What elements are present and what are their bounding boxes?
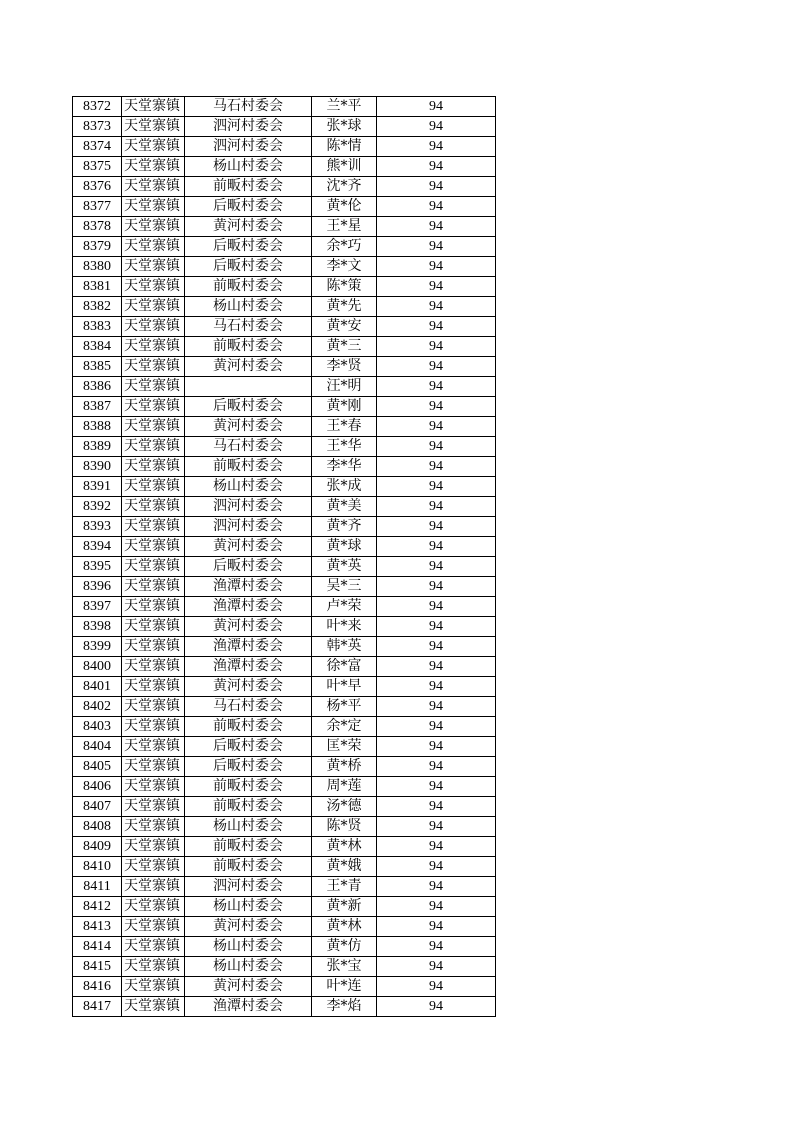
cell-village: 黄河村委会: [185, 537, 312, 557]
cell-town: 天堂寨镇: [122, 777, 185, 797]
cell-score: 94: [377, 157, 496, 177]
cell-village: 杨山村委会: [185, 297, 312, 317]
cell-name: 匡*荣: [312, 737, 377, 757]
table-row: [73, 237, 496, 257]
cell-name: 汤*德: [312, 797, 377, 817]
cell-town: 天堂寨镇: [122, 257, 185, 277]
cell-name: 王*春: [312, 417, 377, 437]
cell-number: 8411: [73, 877, 122, 897]
table-row: [73, 217, 496, 237]
cell-number: 8408: [73, 817, 122, 837]
table-row: [73, 897, 496, 917]
cell-town: 天堂寨镇: [122, 97, 185, 117]
cell-name: 熊*训: [312, 157, 377, 177]
cell-number: 8372: [73, 97, 122, 117]
cell-score: 94: [377, 597, 496, 617]
cell-number: 8416: [73, 977, 122, 997]
cell-number: 8412: [73, 897, 122, 917]
table-row: [73, 757, 496, 777]
cell-village: 后畈村委会: [185, 757, 312, 777]
cell-number: 8373: [73, 117, 122, 137]
cell-town: 天堂寨镇: [122, 757, 185, 777]
cell-name: 余*定: [312, 717, 377, 737]
cell-name: 徐*富: [312, 657, 377, 677]
table-row: [73, 677, 496, 697]
cell-village: 黄河村委会: [185, 417, 312, 437]
cell-score: 94: [377, 277, 496, 297]
cell-number: 8386: [73, 377, 122, 397]
cell-town: 天堂寨镇: [122, 997, 185, 1017]
cell-name: 叶*来: [312, 617, 377, 637]
cell-number: 8391: [73, 477, 122, 497]
table-row: [73, 697, 496, 717]
cell-village: 前畈村委会: [185, 337, 312, 357]
cell-name: 黄*娥: [312, 857, 377, 877]
cell-score: 94: [377, 697, 496, 717]
cell-score: 94: [377, 97, 496, 117]
cell-village: 杨山村委会: [185, 157, 312, 177]
cell-score: 94: [377, 517, 496, 537]
cell-village: 泗河村委会: [185, 517, 312, 537]
cell-town: 天堂寨镇: [122, 697, 185, 717]
cell-number: 8405: [73, 757, 122, 777]
cell-village: 黄河村委会: [185, 357, 312, 377]
cell-town: 天堂寨镇: [122, 217, 185, 237]
cell-score: 94: [377, 137, 496, 157]
cell-name: 黄*林: [312, 837, 377, 857]
cell-town: 天堂寨镇: [122, 237, 185, 257]
cell-score: 94: [377, 257, 496, 277]
cell-number: 8382: [73, 297, 122, 317]
cell-town: 天堂寨镇: [122, 897, 185, 917]
cell-town: 天堂寨镇: [122, 277, 185, 297]
cell-score: 94: [377, 337, 496, 357]
cell-name: 卢*荣: [312, 597, 377, 617]
cell-town: 天堂寨镇: [122, 977, 185, 997]
table-row: [73, 777, 496, 797]
cell-town: 天堂寨镇: [122, 957, 185, 977]
cell-village: 杨山村委会: [185, 957, 312, 977]
table-row: [73, 917, 496, 937]
cell-score: 94: [377, 457, 496, 477]
cell-name: 周*莲: [312, 777, 377, 797]
cell-name: 李*文: [312, 257, 377, 277]
cell-village: 后畈村委会: [185, 197, 312, 217]
cell-name: 黄*新: [312, 897, 377, 917]
table-body: [73, 97, 496, 1017]
table-row: [73, 357, 496, 377]
cell-name: 叶*早: [312, 677, 377, 697]
cell-village: 杨山村委会: [185, 897, 312, 917]
cell-score: 94: [377, 877, 496, 897]
cell-name: 兰*平: [312, 97, 377, 117]
cell-name: 陈*策: [312, 277, 377, 297]
cell-score: 94: [377, 217, 496, 237]
cell-number: 8376: [73, 177, 122, 197]
cell-village: 马石村委会: [185, 697, 312, 717]
table-row: [73, 937, 496, 957]
cell-town: 天堂寨镇: [122, 197, 185, 217]
cell-number: 8413: [73, 917, 122, 937]
cell-name: 杨*平: [312, 697, 377, 717]
cell-number: 8409: [73, 837, 122, 857]
cell-name: 黄*先: [312, 297, 377, 317]
cell-town: 天堂寨镇: [122, 917, 185, 937]
table-row: [73, 597, 496, 617]
table-row: [73, 117, 496, 137]
cell-number: 8380: [73, 257, 122, 277]
cell-score: 94: [377, 177, 496, 197]
cell-name: 黄*球: [312, 537, 377, 557]
table-row: [73, 737, 496, 757]
cell-number: 8381: [73, 277, 122, 297]
cell-number: 8384: [73, 337, 122, 357]
cell-town: 天堂寨镇: [122, 597, 185, 617]
data-table: [72, 96, 496, 1017]
cell-village: 杨山村委会: [185, 817, 312, 837]
table-row: [73, 577, 496, 597]
cell-number: 8402: [73, 697, 122, 717]
cell-number: 8415: [73, 957, 122, 977]
table-row: [73, 657, 496, 677]
table-row: [73, 497, 496, 517]
table-row: [73, 717, 496, 737]
cell-score: 94: [377, 997, 496, 1017]
cell-name: 汪*明: [312, 377, 377, 397]
cell-score: 94: [377, 917, 496, 937]
cell-number: 8399: [73, 637, 122, 657]
cell-village: 黄河村委会: [185, 977, 312, 997]
table-row: [73, 177, 496, 197]
cell-number: 8378: [73, 217, 122, 237]
cell-number: 8395: [73, 557, 122, 577]
cell-name: 王*华: [312, 437, 377, 457]
cell-score: 94: [377, 557, 496, 577]
cell-village: 前畈村委会: [185, 837, 312, 857]
table-row: [73, 477, 496, 497]
cell-village: 渔潭村委会: [185, 997, 312, 1017]
cell-score: 94: [377, 357, 496, 377]
cell-name: 张*球: [312, 117, 377, 137]
table-row: [73, 97, 496, 117]
cell-number: 8389: [73, 437, 122, 457]
cell-number: 8410: [73, 857, 122, 877]
cell-name: 黄*伦: [312, 197, 377, 217]
cell-town: 天堂寨镇: [122, 397, 185, 417]
cell-town: 天堂寨镇: [122, 357, 185, 377]
cell-name: 黄*美: [312, 497, 377, 517]
cell-village: 马石村委会: [185, 97, 312, 117]
cell-name: 叶*连: [312, 977, 377, 997]
cell-village: 后畈村委会: [185, 557, 312, 577]
cell-town: 天堂寨镇: [122, 497, 185, 517]
cell-number: 8379: [73, 237, 122, 257]
table-row: [73, 637, 496, 657]
cell-number: 8404: [73, 737, 122, 757]
cell-village: 渔潭村委会: [185, 637, 312, 657]
cell-number: 8388: [73, 417, 122, 437]
table-row: [73, 337, 496, 357]
cell-score: 94: [377, 197, 496, 217]
cell-number: 8394: [73, 537, 122, 557]
table-row: [73, 837, 496, 857]
cell-town: 天堂寨镇: [122, 617, 185, 637]
cell-name: 王*青: [312, 877, 377, 897]
table-row: [73, 317, 496, 337]
cell-town: 天堂寨镇: [122, 877, 185, 897]
cell-town: 天堂寨镇: [122, 577, 185, 597]
cell-name: 吴*三: [312, 577, 377, 597]
cell-town: 天堂寨镇: [122, 177, 185, 197]
cell-score: 94: [377, 677, 496, 697]
cell-score: 94: [377, 497, 496, 517]
cell-score: 94: [377, 237, 496, 257]
cell-town: 天堂寨镇: [122, 817, 185, 837]
cell-village: 黄河村委会: [185, 617, 312, 637]
cell-score: 94: [377, 757, 496, 777]
cell-score: 94: [377, 717, 496, 737]
cell-town: 天堂寨镇: [122, 937, 185, 957]
cell-score: 94: [377, 437, 496, 457]
table-row: [73, 997, 496, 1017]
cell-name: 沈*齐: [312, 177, 377, 197]
cell-number: 8398: [73, 617, 122, 637]
cell-score: 94: [377, 957, 496, 977]
table-row: [73, 957, 496, 977]
cell-name: 黄*刚: [312, 397, 377, 417]
cell-name: 余*巧: [312, 237, 377, 257]
table-row: [73, 417, 496, 437]
cell-town: 天堂寨镇: [122, 137, 185, 157]
cell-name: 李*贤: [312, 357, 377, 377]
table-row: [73, 797, 496, 817]
cell-village: 后畈村委会: [185, 257, 312, 277]
table-row: [73, 397, 496, 417]
cell-number: 8377: [73, 197, 122, 217]
table-row: [73, 277, 496, 297]
cell-number: 8383: [73, 317, 122, 337]
cell-score: 94: [377, 657, 496, 677]
table-row: [73, 817, 496, 837]
cell-town: 天堂寨镇: [122, 657, 185, 677]
cell-score: 94: [377, 737, 496, 757]
cell-number: 8407: [73, 797, 122, 817]
cell-score: 94: [377, 857, 496, 877]
cell-score: 94: [377, 777, 496, 797]
cell-number: 8414: [73, 937, 122, 957]
cell-town: 天堂寨镇: [122, 297, 185, 317]
cell-town: 天堂寨镇: [122, 477, 185, 497]
cell-name: 韩*英: [312, 637, 377, 657]
cell-number: 8374: [73, 137, 122, 157]
cell-village: 前畈村委会: [185, 277, 312, 297]
cell-town: 天堂寨镇: [122, 317, 185, 337]
table-row: [73, 197, 496, 217]
table-row: [73, 137, 496, 157]
cell-town: 天堂寨镇: [122, 157, 185, 177]
cell-score: 94: [377, 837, 496, 857]
cell-village: 杨山村委会: [185, 477, 312, 497]
cell-village: 马石村委会: [185, 437, 312, 457]
cell-number: 8400: [73, 657, 122, 677]
cell-village: 前畈村委会: [185, 717, 312, 737]
cell-village: 渔潭村委会: [185, 577, 312, 597]
cell-score: 94: [377, 117, 496, 137]
cell-town: 天堂寨镇: [122, 677, 185, 697]
cell-number: 8375: [73, 157, 122, 177]
cell-town: 天堂寨镇: [122, 797, 185, 817]
cell-name: 黄*齐: [312, 517, 377, 537]
cell-village: 前畈村委会: [185, 857, 312, 877]
cell-name: 黄*林: [312, 917, 377, 937]
cell-name: 黄*英: [312, 557, 377, 577]
cell-name: 张*成: [312, 477, 377, 497]
cell-score: 94: [377, 377, 496, 397]
cell-town: 天堂寨镇: [122, 517, 185, 537]
cell-score: 94: [377, 797, 496, 817]
cell-village: 马石村委会: [185, 317, 312, 337]
table-row: [73, 297, 496, 317]
cell-town: 天堂寨镇: [122, 537, 185, 557]
cell-name: 陈*情: [312, 137, 377, 157]
cell-number: 8390: [73, 457, 122, 477]
table-row: [73, 877, 496, 897]
table-row: [73, 157, 496, 177]
cell-village: 前畈村委会: [185, 177, 312, 197]
cell-town: 天堂寨镇: [122, 377, 185, 397]
cell-village: 黄河村委会: [185, 677, 312, 697]
table-row: [73, 977, 496, 997]
cell-number: 8401: [73, 677, 122, 697]
cell-village: 渔潭村委会: [185, 597, 312, 617]
cell-town: 天堂寨镇: [122, 637, 185, 657]
cell-name: 黄*三: [312, 337, 377, 357]
cell-village: 泗河村委会: [185, 497, 312, 517]
cell-village: 后畈村委会: [185, 397, 312, 417]
table-row: [73, 377, 496, 397]
cell-town: 天堂寨镇: [122, 557, 185, 577]
cell-village: 泗河村委会: [185, 137, 312, 157]
cell-name: 王*星: [312, 217, 377, 237]
cell-village: 后畈村委会: [185, 237, 312, 257]
cell-town: 天堂寨镇: [122, 337, 185, 357]
table-row: [73, 517, 496, 537]
cell-village: 前畈村委会: [185, 457, 312, 477]
cell-score: 94: [377, 297, 496, 317]
cell-village: 黄河村委会: [185, 217, 312, 237]
cell-village: 后畈村委会: [185, 737, 312, 757]
cell-name: 黄*安: [312, 317, 377, 337]
cell-number: 8392: [73, 497, 122, 517]
cell-score: 94: [377, 417, 496, 437]
cell-name: 张*宝: [312, 957, 377, 977]
cell-village: 渔潭村委会: [185, 657, 312, 677]
cell-name: 陈*贤: [312, 817, 377, 837]
cell-village: 泗河村委会: [185, 117, 312, 137]
cell-score: 94: [377, 637, 496, 657]
cell-score: 94: [377, 817, 496, 837]
cell-number: 8417: [73, 997, 122, 1017]
cell-score: 94: [377, 897, 496, 917]
cell-village: 黄河村委会: [185, 917, 312, 937]
cell-town: 天堂寨镇: [122, 417, 185, 437]
cell-score: 94: [377, 937, 496, 957]
cell-number: 8406: [73, 777, 122, 797]
cell-number: 8393: [73, 517, 122, 537]
cell-score: 94: [377, 577, 496, 597]
cell-village: 杨山村委会: [185, 937, 312, 957]
cell-town: 天堂寨镇: [122, 857, 185, 877]
cell-number: 8385: [73, 357, 122, 377]
cell-score: 94: [377, 477, 496, 497]
cell-name: 黄*桥: [312, 757, 377, 777]
cell-town: 天堂寨镇: [122, 437, 185, 457]
cell-village: 前畈村委会: [185, 777, 312, 797]
cell-score: 94: [377, 537, 496, 557]
cell-number: 8387: [73, 397, 122, 417]
table-row: [73, 557, 496, 577]
cell-town: 天堂寨镇: [122, 457, 185, 477]
table-row: [73, 857, 496, 877]
cell-number: 8397: [73, 597, 122, 617]
cell-name: 李*华: [312, 457, 377, 477]
table-row: [73, 537, 496, 557]
cell-town: 天堂寨镇: [122, 117, 185, 137]
cell-number: 8396: [73, 577, 122, 597]
cell-score: 94: [377, 977, 496, 997]
table-row: [73, 457, 496, 477]
cell-village: [185, 377, 312, 397]
table-row: [73, 617, 496, 637]
cell-town: 天堂寨镇: [122, 717, 185, 737]
cell-score: 94: [377, 617, 496, 637]
cell-name: 黄*仿: [312, 937, 377, 957]
cell-score: 94: [377, 397, 496, 417]
table-row: [73, 257, 496, 277]
table-row: [73, 437, 496, 457]
cell-name: 李*焰: [312, 997, 377, 1017]
cell-village: 泗河村委会: [185, 877, 312, 897]
cell-village: 前畈村委会: [185, 797, 312, 817]
cell-number: 8403: [73, 717, 122, 737]
cell-town: 天堂寨镇: [122, 837, 185, 857]
cell-town: 天堂寨镇: [122, 737, 185, 757]
cell-score: 94: [377, 317, 496, 337]
